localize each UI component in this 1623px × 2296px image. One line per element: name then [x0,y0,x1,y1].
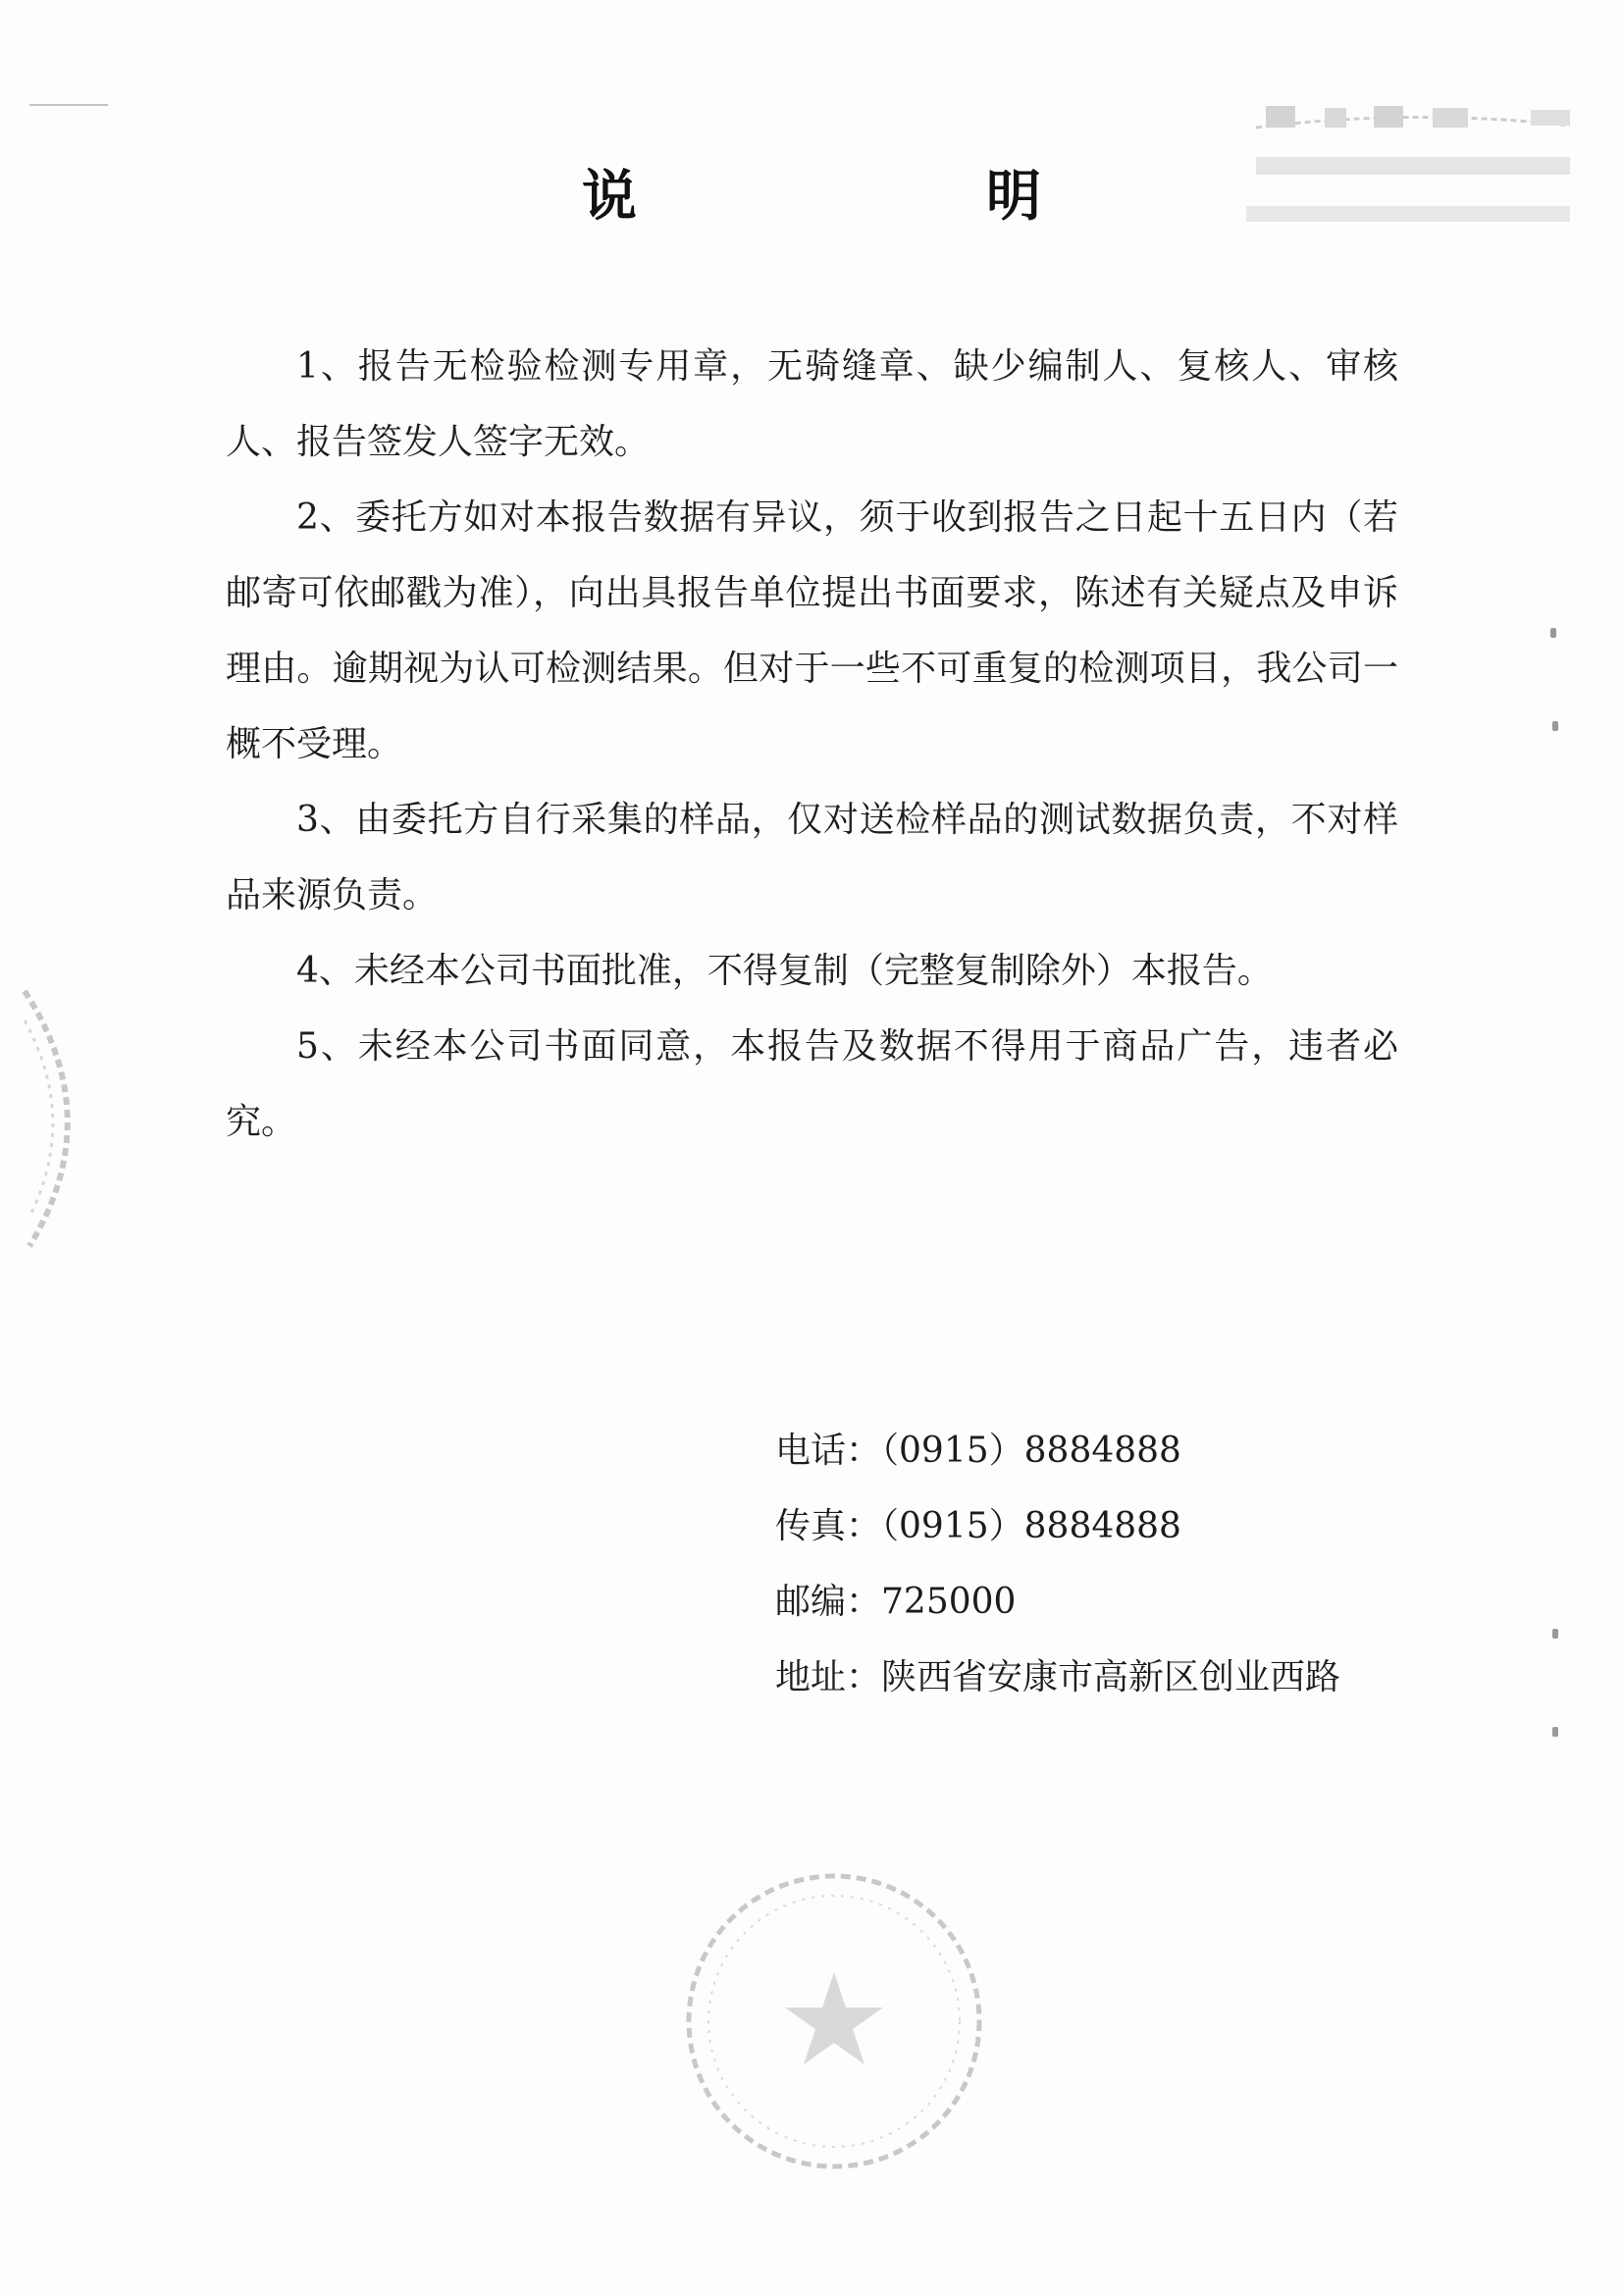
postcode-value: 725000 [881,1582,1017,1622]
notice-paragraph-5: 5、未经本公司书面同意，本报告及数据不得用于商品广告，违者必究。 [226,1026,1398,1142]
scan-artifact-line [29,104,108,106]
round-seal-star-icon [677,1864,991,2178]
phone-value: （0915）8884888 [881,1431,1181,1471]
fax-value: （0915）8884888 [881,1506,1181,1546]
phone-label: 电话： [775,1431,882,1471]
scan-artifact-dot [1552,1727,1558,1737]
fax-row [775,1488,1403,1564]
phone-row [775,1413,1403,1488]
scan-artifact-dot [1550,628,1556,638]
notice-paragraph-1: 1、报告无检验检测专用章，无骑缝章、缺少编制人、复核人、审核人、报告签发人签字无效。 [226,346,1398,462]
notice-paragraph-3: 3、由委托方自行采集的样品，仅对送检样品的测试数据负责，不对样品来源负责。 [226,800,1398,915]
notice-paragraph-4: 4、未经本公司书面批准，不得复制（完整复制除外）本报告。 [296,951,1273,991]
fax-label: 传真： [775,1506,882,1546]
contact-block [775,1413,1403,1715]
scan-artifact-dot [1552,1629,1558,1639]
partial-seal-icon [20,981,108,1256]
notice-paragraph-2: 2、委托方如对本报告数据有异议，须于收到报告之日起十五日内（若邮寄可依邮戳为准），向出具报告单位提出书面要求，陈述有关疑点及申诉理由。逾期视为认可检测结果。但对于一些不可重复的检测项目，我公司一概不受理。 [226,497,1398,764]
address-row [775,1640,1403,1715]
document-title: 说 明 [582,163,1188,229]
address-label: 地址： [775,1657,882,1697]
notice-body [226,329,1398,1160]
postcode-row [775,1564,1403,1640]
scan-artifact-dot [1552,721,1558,731]
address-value: 陕西省安康市高新区创业西路 [881,1657,1341,1697]
postcode-label: 邮编： [775,1582,882,1622]
